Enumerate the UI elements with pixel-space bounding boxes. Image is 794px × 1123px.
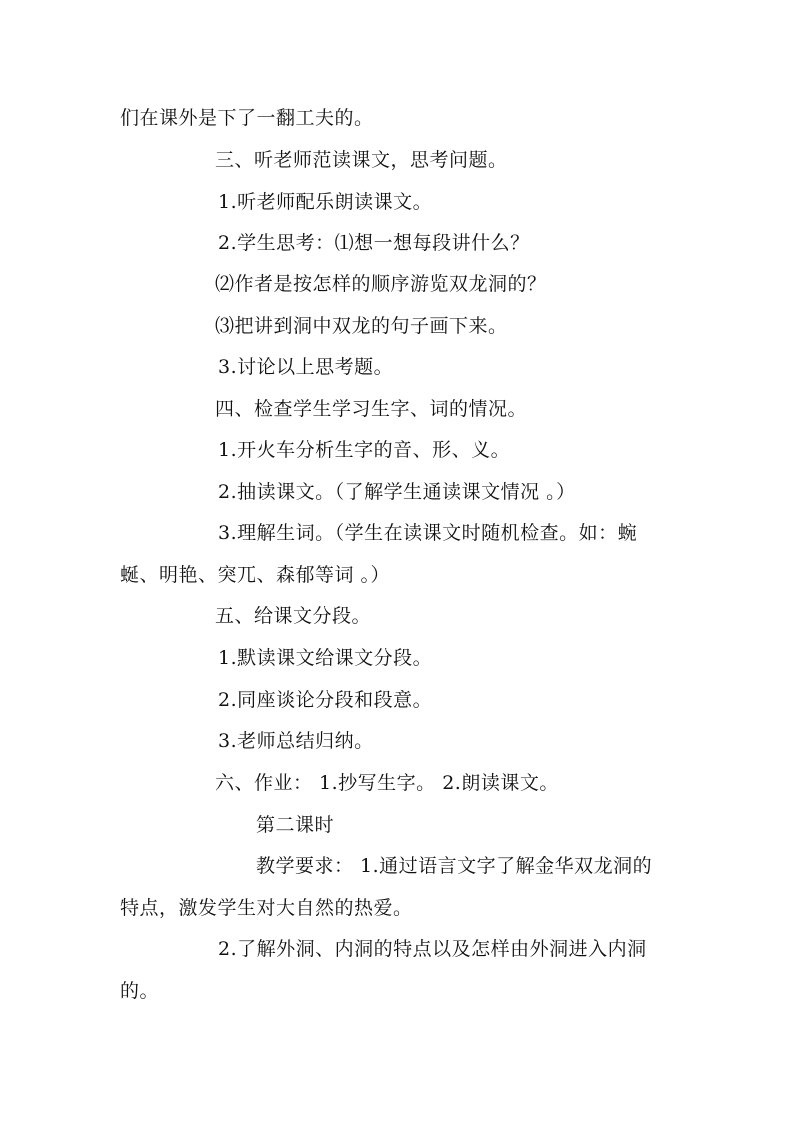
text-line-item-3: 3.理解生词。（学生在读课文时随机检查。如：蜿 [218,522,638,544]
text-line-item-3-continuation: 蜒、明艳、突兀、森郁等词 。） [120,564,391,586]
text-line-item-1: 1.默读课文给课文分段。 [218,647,433,669]
text-line-item-2: 2.抽读课文。（了解学生通读课文情况 。） [218,481,576,503]
text-line-requirement-2-continuation: 的。 [120,980,160,1002]
text-line-question-3: ⑶把讲到洞中双龙的句子画下来。 [215,315,508,337]
text-line-requirement-2: 2.了解外洞、内洞的特点以及怎样由外洞进入内洞 [218,938,647,960]
section-heading-homework: 六、作业： 1.抄写生字。 2.朗读课文。 [215,772,559,794]
text-line-question-2: ⑵作者是按怎样的顺序游览双龙洞的？ [215,273,547,295]
section-heading-paragraphs: 五、给课文分段。 [215,605,372,627]
text-line-item-2: 2.学生思考：⑴想一想每段讲什么？ [218,232,530,254]
text-line-intro-continuation: 们在课外是下了一翻工夫的。 [120,107,374,129]
text-line-requirements-continuation: 特点，激发学生对大自然的热爱。 [120,897,413,919]
lesson-title-second-period: 第二课时 [256,814,335,836]
section-heading-check-words: 四、检查学生学习生字、词的情况。 [215,398,528,420]
text-line-item-1: 1.开火车分析生字的音、形、义。 [218,439,511,461]
text-line-item-3: 3.讨论以上思考题。 [218,356,394,378]
text-line-item-2: 2.同座谈论分段和段意。 [218,689,433,711]
text-line-item-3: 3.老师总结归纳。 [218,730,374,752]
text-line-teaching-requirements: 教学要求： 1.通过语言文字了解金华双龙洞的 [256,855,653,877]
section-heading-listen-reading: 三、听老师范读课文，思考问题。 [215,149,508,171]
text-line-item-1: 1.听老师配乐朗读课文。 [218,191,433,213]
